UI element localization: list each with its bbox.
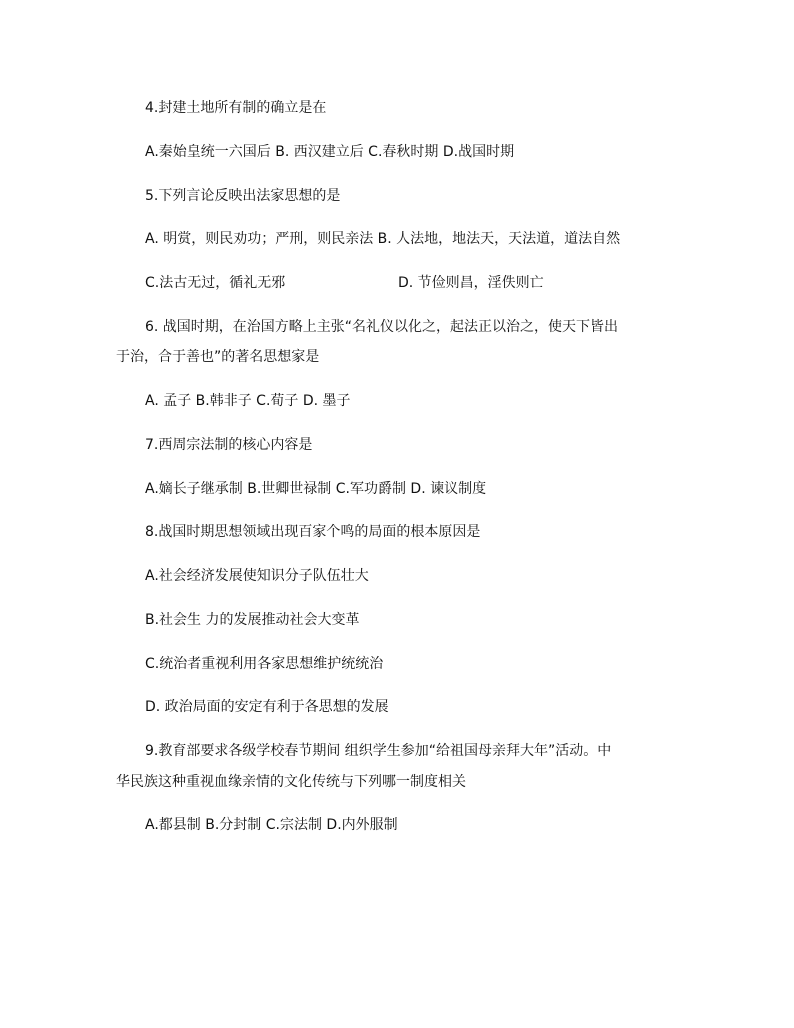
question-9-stem-line-2: 华民族这种重视血缘亲情的文化传统与下列哪一制度相关 bbox=[116, 774, 466, 790]
question-6-stem-line-2: 于治，合于善也”的著名思想家是 bbox=[116, 349, 320, 365]
question-8-stem: 8.战国时期思想领域出现百家个鸣的局面的根本原因是 bbox=[145, 524, 481, 540]
question-5-options-line-1: A. 明赏，则民劝功；严刑，则民亲法 B. 人法地，地法天，天法道，道法自然 bbox=[145, 231, 621, 247]
question-8-option-c: C.统治者重视利用各家思想维护统统治 bbox=[145, 656, 384, 672]
question-7-stem: 7.西周宗法制的核心内容是 bbox=[145, 437, 313, 453]
question-9-options: A.都县制 B.分封制 C.宗法制 D.内外服制 bbox=[145, 817, 398, 833]
question-5-option-d: D. 节俭则昌，淫佚则亡 bbox=[398, 275, 544, 291]
question-9-stem-line-1: 9.教育部要求各级学校春节期间 组织学生参加“给祖国母亲拜大年”活动。中 bbox=[145, 743, 612, 759]
question-6-stem-line-1: 6. 战国时期，在治国方略上主张“名礼仪以化之，起法正以治之，使天下皆出 bbox=[145, 319, 619, 335]
question-8-option-a: A.社会经济发展使知识分子队伍壮大 bbox=[145, 568, 369, 584]
question-6-options: A. 孟子 B.韩非子 C.荀子 D. 墨子 bbox=[145, 393, 351, 409]
question-5-options-line-2 bbox=[145, 273, 544, 293]
question-5-option-c: C.法古无过，循礼无邪 bbox=[145, 275, 286, 291]
question-5-stem: 5.下列言论反映出法家思想的是 bbox=[145, 188, 341, 204]
question-8-option-b: B.社会生 力的发展推动社会大变革 bbox=[145, 612, 360, 628]
question-4-options: A.秦始皇统一六国后 B. 西汉建立后 C.春秋时期 D.战国时期 bbox=[145, 144, 515, 160]
question-8-option-d: D. 政治局面的安定有利于各思想的发展 bbox=[145, 699, 389, 715]
question-4-stem: 4.封建土地所有制的确立是在 bbox=[145, 100, 327, 116]
question-7-options: A.嫡长子继承制 B.世卿世禄制 C.军功爵制 D. 谏议制度 bbox=[145, 481, 487, 497]
